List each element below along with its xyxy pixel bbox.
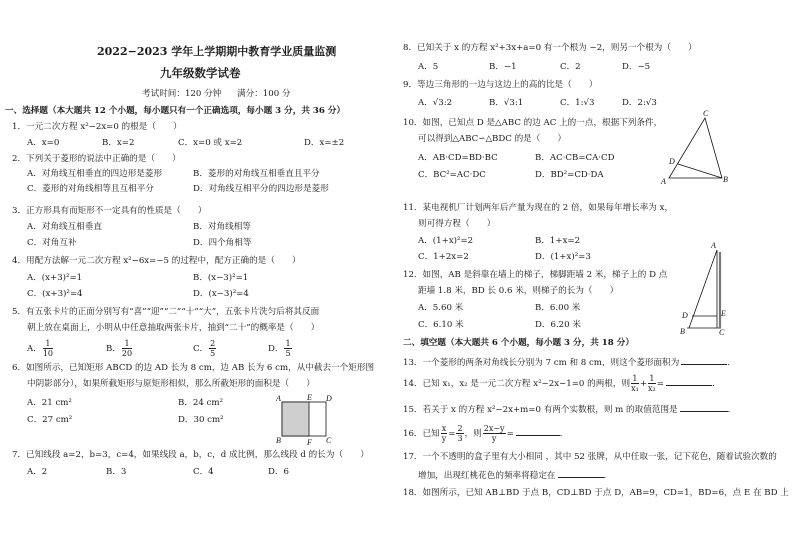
q6-figure-rectangle [276,392,336,448]
q4-option-d[interactable]: D．(x−3)²=4 [193,289,249,299]
q8-option-d[interactable]: D．−5 [622,62,651,72]
q2-option-b[interactable]: B．菱形的对角线互相垂直且平分 [193,169,320,179]
q11-option-d[interactable]: D．(1+x)²=3 [535,252,591,262]
q5-stem-line2: 朝上放在桌面上，小明从中任意抽取两张卡片，抽到“二十”的概率是（ ） [27,323,320,333]
q2-stem: 2．下列关于菱形的说法中正确的是（ ） [12,154,181,164]
q10-label-c: C [703,109,709,118]
exam-time: 考试时间：120 分钟 [142,89,222,99]
q6-stem-line1: 6．如图所示，已知矩形 ABCD 的边 AD 长为 8 cm，边 AB 长为 6 cm，从中截去一个矩形图 [12,363,375,373]
q9-option-d[interactable]: D．2:√3 [622,98,657,108]
q6-label-f: F [307,438,312,447]
q17-answer-blank[interactable] [558,468,604,478]
exam-title: 2022−2023 学年上学期期中教育学业质量监测 [97,45,337,58]
q8-option-a[interactable]: A．5 [418,62,439,72]
q1-option-b[interactable]: B．x=2 [102,138,135,148]
q3-option-d[interactable]: D．四个角相等 [193,238,252,248]
q11-option-c[interactable]: C．1+2x=2 [418,252,469,262]
q12-stem-line2: 距墙 1.8 米，BD 长 0.6 米，则梯子的长为（ ） [418,286,619,296]
q10-option-b[interactable]: B．AC·CB=CA·CD [535,153,615,163]
q3-option-c[interactable]: C．对角互补 [27,238,77,248]
q7-option-a[interactable]: A．2 [27,467,48,477]
q4-option-a[interactable]: A．(x+3)²=1 [27,273,83,283]
q14-stem: 14．已知 x₁，x₂ 是一元二次方程 x²−2x−1=0 的两根，则 $\frac{1}{\text{x₁}}$ + $\frac{1}{\text{x₂}}$ = ． [403,374,721,393]
q9-option-b[interactable]: B．√3:1 [489,98,524,108]
q2-option-a[interactable]: A．对角线互相垂直的四边形是菱形 [27,169,163,179]
q13-stem: 13．一个菱形的两条对角线长分别为 7 cm 和 8 cm，则这个菱形面积为 ． [403,355,736,369]
q7-stem: 7．已知线段 a=2，b=3，c=4，如果线段 a，b，c，d 成比例，那么线段 d 的长为（ ） [12,450,369,460]
q13-answer-blank[interactable] [681,355,727,365]
q5-option-c[interactable]: C． $\frac{2}{5}$ [193,339,216,358]
q5-option-b[interactable]: B． $\frac{1}{20}$ [106,339,133,358]
q11-stem-line2: 则可得方程（ ） [418,219,496,229]
q17-stem-line2: 增加，出现红桃花色的频率将稳定在 ． [418,468,612,482]
q10-option-d[interactable]: D．BD²=CD·DA [535,170,604,180]
q15-answer-blank[interactable] [680,402,728,412]
q8-stem: 8．已知关于 x 的方程 x²+3x+a=0 有一个根为 −2，则另一个根为（ ） [403,43,697,53]
q11-option-b[interactable]: B．1+x=2 [535,236,581,246]
q12-label-e: E [721,309,726,318]
q10-label-a: A [661,177,666,186]
q12-option-d[interactable]: D．6.20 米 [535,320,581,330]
q8-option-c[interactable]: C．2 [560,62,581,72]
q9-option-c[interactable]: C．1:√3 [560,98,595,108]
q15-stem: 15．若关于 x 的方程 x²−2x+m=0 有两个实数根，则 m 的取值范围是 ． [403,402,736,416]
q12-label-d: D [682,311,688,320]
q10-option-a[interactable]: A．AB·CD=BD·BC [418,153,498,163]
q1-option-a[interactable]: A．x=0 [27,138,60,148]
q3-option-b[interactable]: B．对角线相等 [193,222,251,232]
q4-stem: 4．用配方法解一元二次方程 x²−6x=−5 的过程中，配方正确的是（ ） [12,256,301,266]
q3-stem: 3．正方形具有而矩形不一定具有的性质是（ ） [12,206,207,216]
q12-option-b[interactable]: B．6.00 米 [535,303,581,313]
q9-option-a[interactable]: A．√3:2 [418,98,453,108]
q7-option-b[interactable]: B．3 [106,467,127,477]
q6-label-d: D [326,394,332,403]
q1-option-d[interactable]: D．x=±2 [304,138,345,148]
q6-label-b: B [276,436,281,445]
q10-option-c[interactable]: C．BC²=AC·DC [418,170,486,180]
q16-answer-blank[interactable] [516,426,560,436]
q6-option-b[interactable]: B．24 cm² [178,398,223,408]
q3-option-a[interactable]: A．对角线互相垂直 [27,222,102,232]
q12-label-c: C [719,328,725,336]
exam-subtitle: 九年级数学试卷 [160,66,241,80]
q10-label-d: D [669,157,675,166]
q7-option-d[interactable]: D．6 [268,467,289,477]
q6-label-c: C [326,436,332,445]
q8-option-b[interactable]: B．−1 [489,62,517,72]
q12-option-c[interactable]: C．6.10 米 [418,320,464,330]
q14-answer-blank[interactable] [666,376,712,386]
exam-score: 满分：100 分 [237,89,291,99]
q10-stem-line2: 可以得到△ABC∽△BDC 的是（ ） [418,134,567,144]
q2-option-c[interactable]: C．菱形的对角线相等且互相平分 [27,184,154,194]
q18-stem: 18．如图所示，已知 AB⊥BD 于点 B，CD⊥BD 于点 D，AB=9，CD=1，BD=6，点 E 在 BD 上 [403,488,789,498]
section-choice-heading: 一、选择题（本大题共 12 个小题，每小题只有一个正确选项，每小题 3 分，共 36 分） [5,106,346,116]
q6-label-e: E [307,393,312,402]
q6-stem-line2: 中阴影部分），如果所截矩形与原矩形相似，那么所截矩形的面积是（ ） [27,379,315,389]
q5-option-d[interactable]: D． $\frac{1}{5}$ [268,339,291,358]
q6-option-c[interactable]: C．27 cm² [27,415,73,425]
q10-label-b: B [723,175,728,184]
q6-label-a: A [276,394,281,403]
q12-label-b: B [680,327,685,336]
q2-option-d[interactable]: D．对角线互相平分的四边形是菱形 [193,184,329,194]
q11-option-a[interactable]: A．(1+x)²=2 [418,236,474,246]
q12-label-a: A [711,241,716,250]
q6-option-d[interactable]: D．30 cm² [178,415,224,425]
q5-stem-line1: 5．有五张卡片的正面分别写有“喜”“迎”“二”“十”“大”，五张卡片洗匀后将其反面 [12,307,320,317]
q9-stem: 9．等边三角形的一边与这边上的高的比是（ ） [403,80,598,90]
q1-stem: 1．一元二次方程 x²−2x=0 的根是（ ） [12,122,182,132]
q7-option-c[interactable]: C．4 [193,467,214,477]
q10-stem-line1: 10．如图，已知点 D 是△ABC 的边 AC 上的一点，根据下列条件， [403,118,663,128]
q12-figure-ladder [677,240,727,336]
q11-stem-line1: 11．某电视机厂计划两年后产量为现在的 2 倍，如果每年增长率为 x， [403,203,674,213]
q17-stem-line1: 17．一个不透明的盒子里有大小相同 ，其中 52 张牌，从中任取一张，记下花色，随着试验次数的 [403,452,777,462]
section-fill-heading: 二、填空题（本大题共 6 个小题，每小题 3 分，共 18 分） [403,338,634,348]
q1-option-c[interactable]: C．x=0 或 x=2 [178,138,243,148]
q10-figure-triangle [659,108,733,188]
q16-stem: 16．已知 $\frac{x}{y}$ = $\frac{2}{3}$ ，则 $\frac{2x-y}{y}$ = ． [403,424,569,443]
q5-option-a[interactable]: A． $\frac{1}{10}$ [27,339,53,358]
q12-option-a[interactable]: A．5.60 米 [418,303,464,313]
q4-option-c[interactable]: C．(x+3)²=4 [27,289,83,299]
q4-option-b[interactable]: B．(x−3)²=1 [193,273,249,283]
q12-stem-line1: 12．如图，AB 是斜靠在墙上的梯子，梯脚距墙 2 米，梯子上的 D 点 [403,270,668,280]
q6-option-a[interactable]: A．21 cm² [27,398,72,408]
